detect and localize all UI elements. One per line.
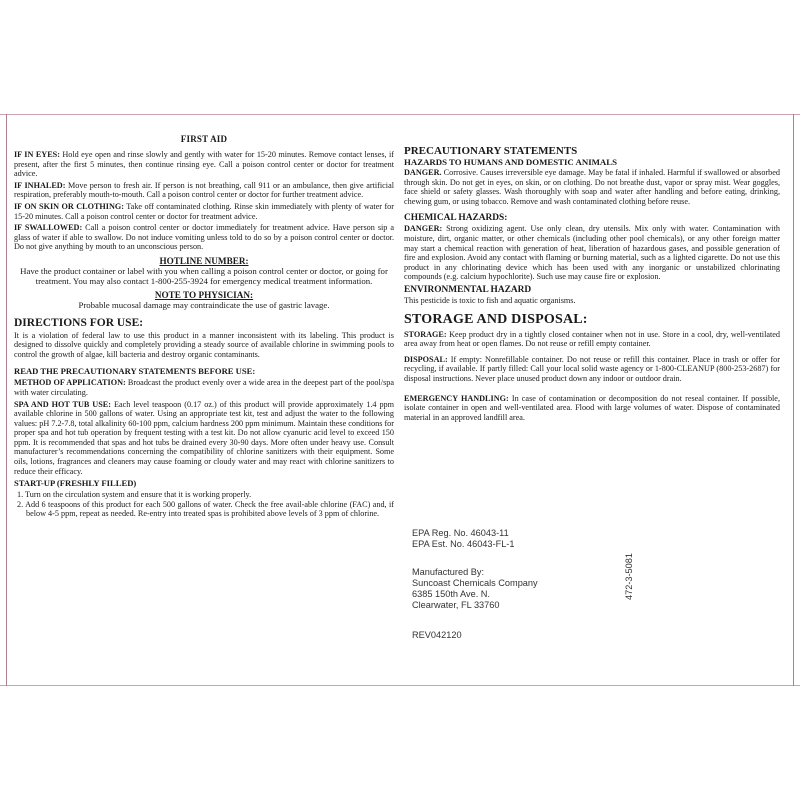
eyes-text: Hold eye open and rinse slowly and gently with water for 15-20 minutes. Remove contact lenses, if present, after the first 5 minutes, then continue rinsing eye. Call a poison control center or doctor for treatment advice. — [14, 150, 394, 179]
eyes-label: IF IN EYES: — [14, 150, 60, 159]
storage-paragraph — [404, 330, 780, 349]
first-aid-skin — [14, 202, 394, 221]
inhaled-text: Move person to fresh air. If person is not breathing, call 911 or an ambulance, then give artificial respiration, preferably mouth-to-mouth. Call a poison control center or doctor for further treatment advice. — [14, 180, 394, 200]
label-right-edge — [793, 114, 800, 686]
epa-block — [412, 528, 514, 550]
emergency-text: In case of contamination or decomposition do not reseal container. If possible, isolate container in open and well-ventilated area. Flood with large volumes of water. Dispose of contaminated material in an approved landfill area. — [404, 393, 780, 422]
startup-title: START-UP (FRESHLY FILLED) — [14, 478, 137, 489]
environmental-text: This pesticide is toxic to fish and aquatic organisms. — [404, 295, 576, 305]
disposal-text: If empty: Nonrefillable container. Do not reuse or refill this container. Place in trash or offer for recycling, if available. If partly filled: Call your local solid waste agency or 1-800-CLEANUP (800-253-2687) for disposal instructions. Never place unused product down any indoor or outdoor drain. — [404, 354, 780, 383]
chemical-danger-label: DANGER: — [404, 224, 443, 234]
startup-step-2: 2. Add 6 teaspoons of this product for each 500 gallons of water. Check the free avail-able chlorine (FAC) and, if below 4-5 ppm, repeat as needed. Re-entry into treated spas is prohibited above levels of 3 ppm of chlorine. — [17, 499, 394, 519]
skin-text: Take off contaminated clothing. Rinse skin immediately with plenty of water for 15-20 minutes. Call a poison control center or doctor for treatment advice. — [14, 201, 394, 221]
hotline-text: Have the product container or label with you when calling a poison control center or doctor, or going for treatment. You may also contact 1-800-255-3924 for emergency medical treatment information. — [20, 265, 388, 287]
first-aid-swallowed — [14, 223, 394, 252]
spa-text: Each level teaspoon (0.17 oz.) of this product will provide approximately 1.4 ppm available chlorine in 500 gallons of water. Using an appropriate test kit, test and adjust the water to the following values: pH 7.2-7.8, total alkalinity 60-100 ppm, calcium hardness 200 ppm minimum. Maintain these conditions for proper spa and hot tub operation by frequent testing with a test kit. Do not allow cyanuric acid level to exceed 150 ppm. It is recommended that spas and hot tubs be drained every 30-90 days. More often under heavy use. Consult manufacturer’s recommendations concerning the compatibility of chlorine sanitizers with their equipment. Some oils, lotions, fragrances and cleaners may cause foaming or cloudy water and may react with chlorine sanitizers to reduce their efficacy. — [14, 399, 394, 476]
first-aid-title: FIRST AID — [180, 134, 228, 144]
swallowed-label: IF SWALLOWED: — [14, 223, 83, 233]
manufacturer-block — [412, 567, 538, 611]
spa-hot-tub-use — [14, 400, 394, 477]
method-text: Broadcast the product evenly over a wide area in the deepest part of the pool/spa with water circulating. — [14, 378, 394, 397]
storage-text: Keep product dry in a tightly closed container when not in use. Store in a cool, dry, well-ventilated area away from heat or open flames. Do not reuse or refill empty container. — [404, 329, 780, 349]
first-aid-eyes — [14, 150, 394, 179]
danger-paragraph — [404, 168, 780, 206]
manufacturer-address-2: Clearwater, FL 33760 — [412, 600, 500, 610]
method-of-application — [14, 378, 394, 397]
emergency-label: EMERGENCY HANDLING: — [404, 393, 509, 403]
disposal-paragraph — [404, 355, 780, 384]
physician-title: NOTE TO PHYSICIAN: — [154, 290, 254, 301]
directions-text: It is a violation of federal law to use this product in a manner inconsistent with its labeling. This product is designed to dissolve quickly and completely providing a steady source of available chlorine in swimming pools to control the growth of algae, kill bacteria and destroy organic contaminants. — [14, 330, 394, 359]
skin-label: IF ON SKIN OR CLOTHING: — [14, 201, 124, 211]
danger-label: DANGER. — [404, 168, 442, 177]
spa-label: SPA AND HOT TUB USE: — [14, 399, 111, 409]
disposal-label: DISPOSAL: — [404, 354, 448, 364]
manufacturer-address-1: 6385 150th Ave. N. — [412, 589, 490, 599]
right-column — [404, 146, 780, 424]
chemical-hazards-paragraph — [404, 224, 780, 282]
emergency-paragraph — [404, 394, 780, 423]
vertical-code: 472-3-5081 — [624, 553, 634, 600]
epa-reg-number: EPA Reg. No. 46043-11 — [412, 528, 509, 538]
manufacturer-name: Suncoast Chemicals Company — [412, 578, 538, 588]
hazards-subtitle: HAZARDS TO HUMANS AND DOMESTIC ANIMALS — [404, 157, 618, 167]
chemical-danger-text: Strong oxidizing agent. Use only clean, dry utensils. Mix only with water. Contamination with moisture, dirt, organic matter, or other chemicals (including other pool chemicals), or any other foreign matter may start a chemical reaction with generation of heat, liberation of hazardous gases, and possible generation of fire and explosion. Avoid any contact with flaming or burning material, such as a lighted cigarette. Do not use this product in any chlorinating device which has been used with any inorganic or unstabilized chlorinating compounds (e.g. calcium hypochlorite). Such use may cause fire or explosion. — [404, 224, 780, 282]
method-label: METHOD OF APPLICATION: — [14, 378, 126, 388]
precautionary-title: PRECAUTIONARY STATEMENTS — [404, 145, 578, 157]
epa-est-number: EPA Est. No. 46043-FL-1 — [412, 539, 515, 549]
startup-step-1: 1. Turn on the circulation system and ensure that it is working properly. — [17, 490, 252, 500]
left-column — [14, 134, 394, 519]
physician-text: Probable mucosal damage may contraindicate the use of gastric lavage. — [78, 300, 330, 311]
revision-code: REV042120 — [412, 630, 462, 640]
manufacturer-label: Manufactured By: — [412, 567, 485, 577]
inhaled-label: IF INHALED: — [14, 180, 66, 190]
storage-disposal-title: STORAGE AND DISPOSAL: — [404, 311, 588, 327]
hotline-title: HOTLINE NUMBER: — [159, 255, 249, 266]
label-left-edge — [0, 114, 7, 686]
first-aid-inhaled — [14, 181, 394, 200]
environmental-title: ENVIRONMENTAL HAZARD — [404, 284, 532, 295]
danger-text: Corrosive. Causes irreversible eye damage. May be fatal if inhaled. Harmful if swallowed or absorbed through skin. Do not get in eyes, on skin, or on clothing. Do not breathe dust, vapor or spray mist. Wear goggles, face shield or safety glasses. Wash thoroughly with soap and water after handling and before eating, drinking, chewing gum, or using tobacco. Remove and wash contaminated clothing before reuse. — [404, 168, 780, 206]
directions-title: DIRECTIONS FOR USE: — [14, 316, 144, 329]
storage-label: STORAGE: — [404, 329, 447, 339]
swallowed-text: Call a poison control center or doctor immediately for treatment advice. Have person sip a glass of water if able to swallow. Do not induce vomiting unless told to do so by a poison control center or doctor. Do not give anything by mouth to an unconscious person. — [14, 223, 394, 252]
chemical-hazards-title: CHEMICAL HAZARDS: — [404, 213, 508, 224]
read-precautions: READ THE PRECAUTIONARY STATEMENTS BEFORE USE: — [14, 366, 256, 377]
